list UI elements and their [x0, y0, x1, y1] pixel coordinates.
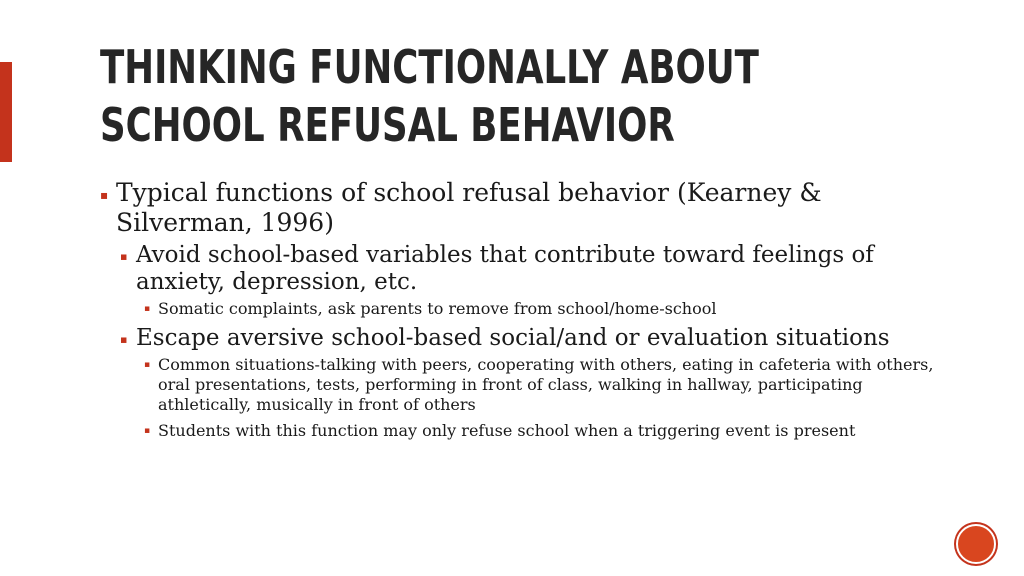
- bullet-level2: [120, 242, 950, 296]
- bullet-text: Common situations-talking with peers, cooperating with others, eating in cafeteria with others, oral presentations, tests, performing in front of class, walking in hallway, participating athletically, musically in front of others: [158, 355, 934, 414]
- square-bullet-icon: ▪: [100, 188, 109, 202]
- square-bullet-icon: ▪: [144, 360, 151, 370]
- square-bullet-icon: ▪: [120, 250, 128, 263]
- bullet-level3: [144, 421, 950, 441]
- bullet-level3: [144, 299, 950, 319]
- bullet-text: Escape aversive school-based social/and or evaluation situations: [136, 325, 890, 351]
- square-bullet-icon: ▪: [120, 333, 128, 346]
- bullet-level3: [144, 355, 950, 415]
- slide-title: THINKING FUNCTIONALLY ABOUT SCHOOL REFUSAL BEHAVIOR: [100, 40, 759, 152]
- bullet-level1: [100, 178, 950, 238]
- title-accent-bar: [0, 62, 12, 162]
- bullet-text: Avoid school-based variables that contribute toward feelings of anxiety, depression, etc.: [136, 242, 874, 295]
- bullet-list: [100, 178, 950, 447]
- square-bullet-icon: ▪: [144, 304, 151, 314]
- bullet-text: Students with this function may only refuse school when a triggering event is present: [158, 421, 856, 440]
- slide-number-badge: [956, 524, 996, 564]
- bullet-text: Typical functions of school refusal behavior (Kearney & Silverman, 1996): [116, 178, 822, 237]
- bullet-text: Somatic complaints, ask parents to remove from school/home-school: [158, 299, 717, 318]
- bullet-level2: [120, 325, 950, 352]
- square-bullet-icon: ▪: [144, 426, 151, 436]
